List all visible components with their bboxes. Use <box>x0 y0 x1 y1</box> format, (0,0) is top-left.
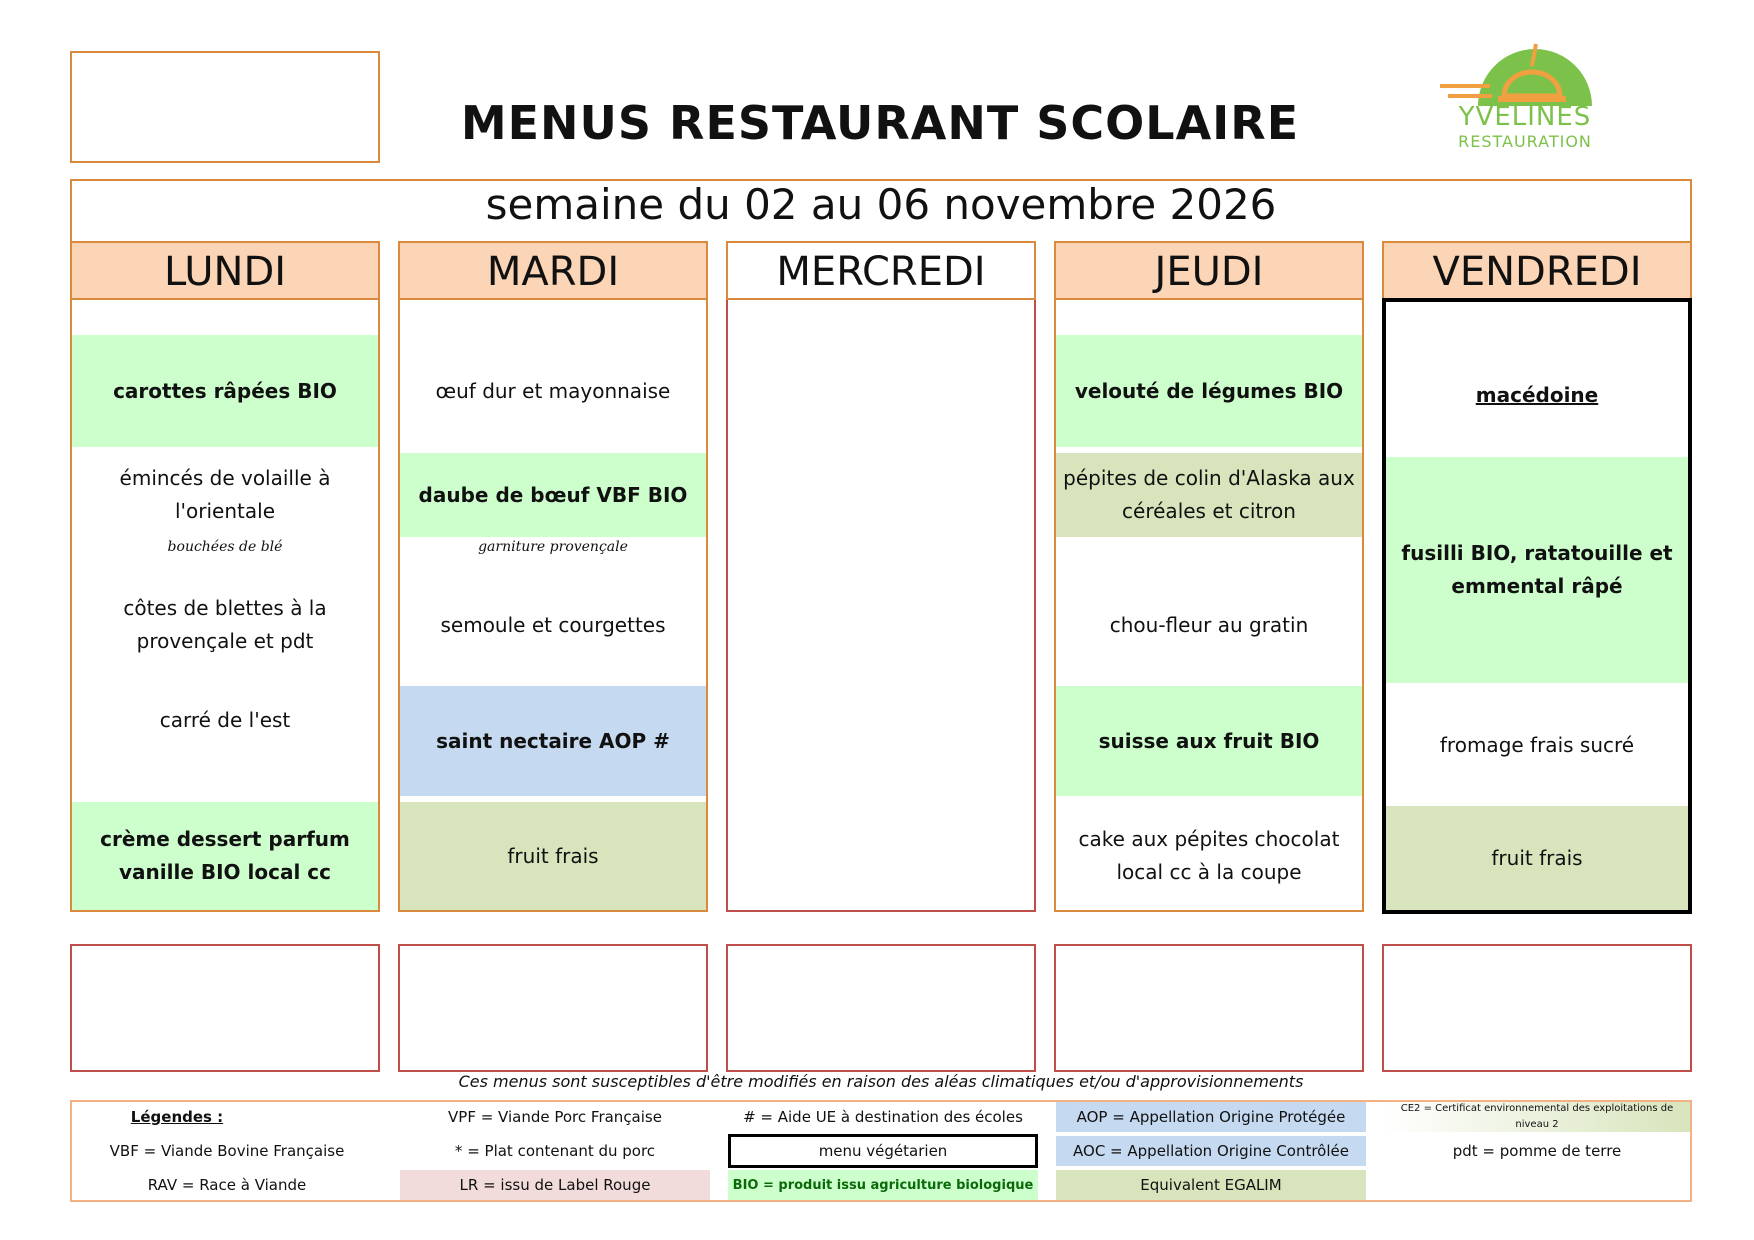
legend-vpf: VPF = Viande Porc Française <box>448 1108 662 1126</box>
day-header-mardi: MARDI <box>398 241 708 300</box>
day-column-mercredi <box>726 300 1036 912</box>
lundi-veg-option: bouchées de blé <box>167 538 283 555</box>
vendredi-dessert: fruit frais <box>1386 806 1688 910</box>
vendredi-starter: macédoine <box>1475 382 1599 407</box>
disclaimer: Ces menus sont susceptibles d'être modifiés en raison des aléas climatiques et/ou d'approvisionnements <box>458 1072 1304 1091</box>
mardi-main: daube de bœuf VBF BIO <box>400 453 706 537</box>
legend-pdt: pdt = pomme de terre <box>1452 1142 1622 1160</box>
day-column-lundi <box>70 300 380 912</box>
vendredi-main: fusilli BIO, ratatouille et emmental râpé <box>1386 457 1688 683</box>
day-header-lundi: LUNDI <box>70 241 380 300</box>
day-column-jeudi <box>1054 300 1364 912</box>
legend-rav: RAV = Race à Viande <box>147 1176 307 1194</box>
week-title: semaine du 02 au 06 novembre 2026 <box>485 180 1277 229</box>
extra-box-jeudi <box>1054 944 1364 1072</box>
vendredi-cheese: fromage frais sucré <box>1439 732 1635 757</box>
header-empty-box <box>70 51 380 163</box>
mardi-dessert: fruit frais <box>400 802 706 910</box>
legend-title: Légendes : <box>130 1108 224 1126</box>
mardi-cheese: saint nectaire AOP # <box>400 686 706 796</box>
jeudi-starter: velouté de légumes BIO <box>1056 335 1362 447</box>
mardi-starter: œuf dur et mayonnaise <box>435 378 671 403</box>
legend-egalim: Equivalent EGALIM <box>1056 1170 1366 1200</box>
extra-box-vendredi <box>1382 944 1692 1072</box>
jeudi-dessert: cake aux pépites chocolat local cc à la coupe <box>1078 827 1340 884</box>
jeudi-cheese: suisse aux fruit BIO <box>1056 686 1362 796</box>
lundi-dessert: crème dessert parfum vanille BIO local cc <box>72 802 378 910</box>
legend-ce2: CE2 = Certificat environnemental des exploitations de niveau 2 <box>1384 1102 1690 1132</box>
logo-line2: RESTAURATION <box>1458 132 1592 151</box>
lundi-side: côtes de blettes à la provençale et pdt <box>123 596 327 653</box>
logo-line1: YVELINES <box>1458 102 1592 132</box>
extra-box-mardi <box>398 944 708 1072</box>
legend-aide-ue: # = Aide UE à destination des écoles <box>743 1108 1023 1126</box>
jeudi-main: pépites de colin d'Alaska aux céréales et citron <box>1056 453 1362 537</box>
lundi-main: émincés de volaille à l'orientale <box>119 466 331 523</box>
mardi-side: semoule et courgettes <box>440 612 666 637</box>
mardi-veg-option: garniture provençale <box>478 538 628 555</box>
legend-vegetarian: menu végétarien <box>728 1134 1038 1168</box>
lundi-cheese: carré de l'est <box>159 707 291 732</box>
extra-box-lundi <box>70 944 380 1072</box>
day-header-mercredi: MERCREDI <box>726 241 1036 300</box>
day-header-vendredi: VENDREDI <box>1382 241 1692 300</box>
lundi-starter: carottes râpées BIO <box>72 335 378 447</box>
legend-aop: AOP = Appellation Origine Protégée <box>1056 1102 1366 1132</box>
day-header-jeudi: JEUDI <box>1054 241 1364 300</box>
day-column-vendredi <box>1382 298 1692 914</box>
legend-bio: BIO = produit issu agriculture biologique <box>728 1170 1038 1200</box>
jeudi-side: chou-fleur au gratin <box>1109 612 1309 637</box>
page-title: MENUS RESTAURANT SCOLAIRE <box>460 96 1300 150</box>
legend-label-rouge: LR = issu de Label Rouge <box>400 1170 710 1200</box>
day-column-mardi <box>398 300 708 912</box>
legend-vbf: VBF = Viande Bovine Française <box>109 1142 345 1160</box>
legend-aoc: AOC = Appellation Origine Contrôlée <box>1056 1136 1366 1166</box>
extra-box-mercredi <box>726 944 1036 1072</box>
legend <box>70 1100 1692 1202</box>
legend-porc: * = Plat contenant du porc <box>454 1142 656 1160</box>
